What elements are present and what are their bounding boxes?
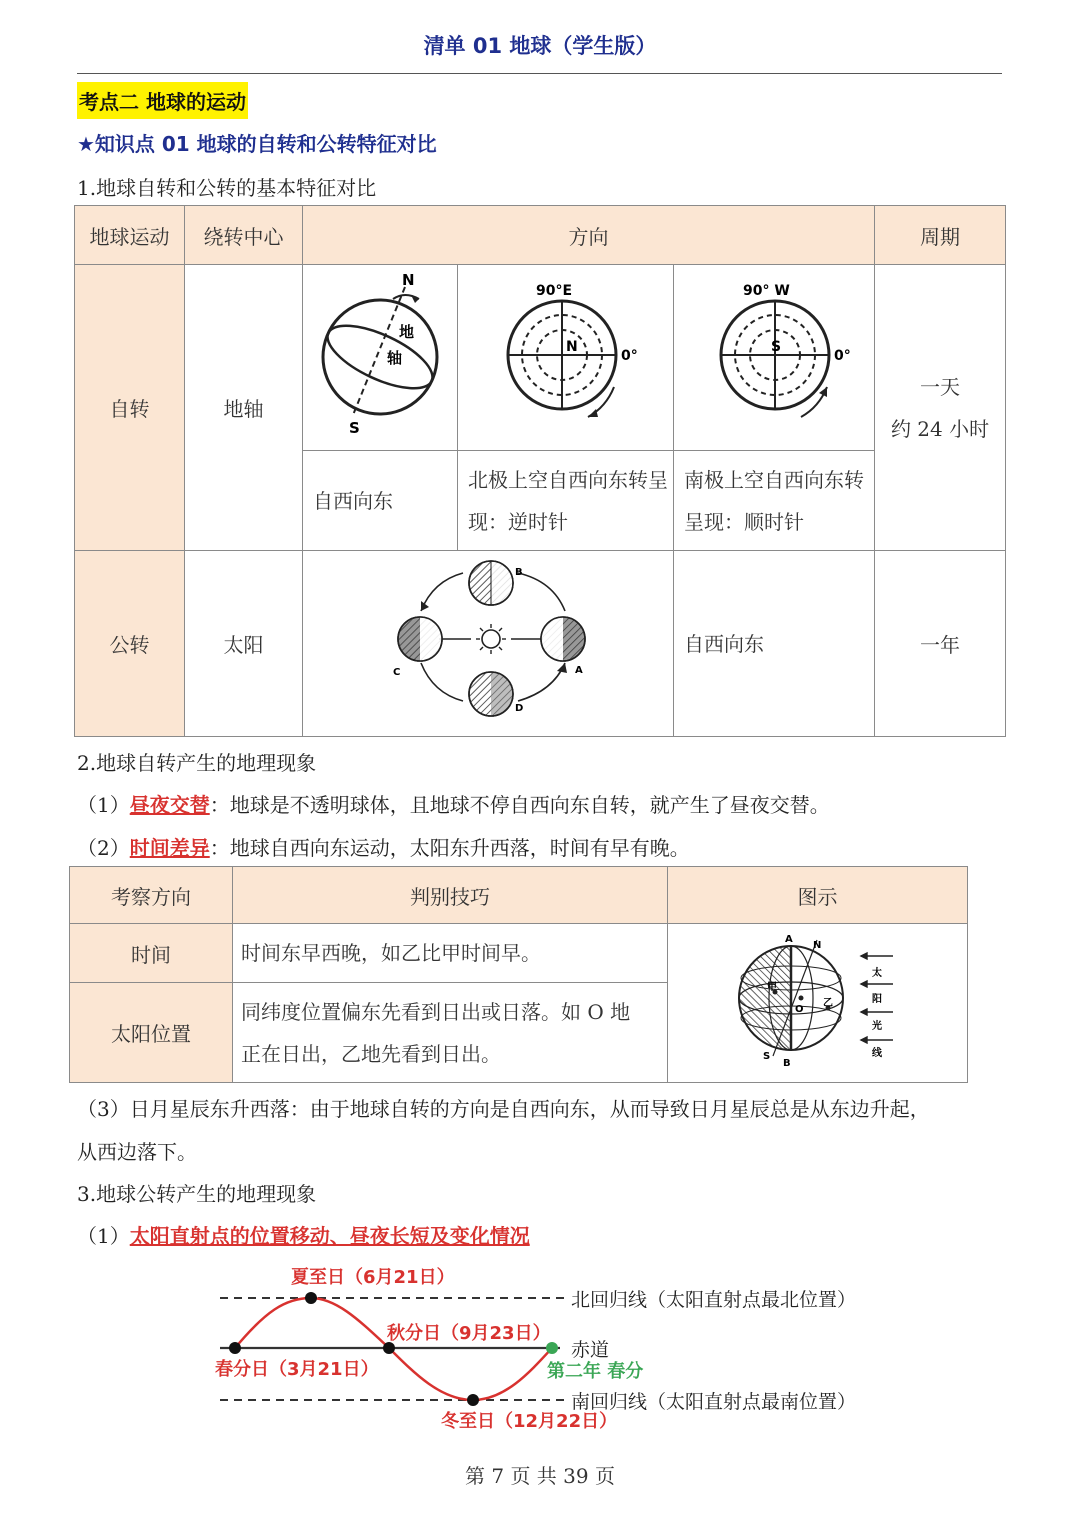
rotation-period-2: 约 24 小时 [890,416,990,441]
fig3-top-label: 90° W [743,283,790,299]
fig4-sun-label-3: 光 [871,1020,882,1032]
fig1-n-label: N [402,271,415,289]
fig3-right-label: 0° [834,348,851,364]
autumn-equinox-label: 秋分日（9月23日） [387,1323,551,1344]
orbit-d-label: D [515,703,524,714]
revolution-direction: 自西向东 [674,551,875,737]
fig4-n-label: N [812,939,821,951]
fig4-s-label: S [762,1050,770,1062]
fig4-sun-label-2: 阳 [871,993,882,1005]
p3-heading: 3.地球公转产生的地理现象 [77,1182,317,1206]
south-pole-figure-cell [674,265,875,451]
orbit-c-label: C [393,667,401,678]
tropic-north-label: 北回归线（太阳直射点最北位置） [571,1289,857,1311]
fig1-s-label: S [349,419,360,437]
p2-item-2 [77,832,690,861]
p3-item-1-num: （1） [77,1224,130,1248]
fig4-o-label: O [794,1003,804,1015]
p3-item-1 [77,1220,530,1249]
fig4-sun-label-1: 太 [871,967,882,979]
t2-row-sun-aspect: 太阳位置 [70,983,233,1083]
t2-row-time-aspect: 时间 [70,924,233,983]
tropic-south-label: 南回归线（太阳直射点最南位置） [571,1391,857,1413]
t1-header-center: 绕转中心 [185,206,303,265]
rotation-center: 地轴 [185,265,303,551]
fig4-b-label: B [782,1057,791,1069]
t2-row-sun-tip-1: 同纬度位置偏东先看到日出或日落。如 O 地 [241,999,631,1024]
p2-item-3-line-1: （3）日月星辰东升西落：由于地球自转的方向是自西向东，从而导致日月星辰总是从东边升起， [77,1097,930,1121]
header-rule [77,73,1002,74]
summer-solstice-point [305,1292,317,1304]
summer-solstice-label: 夏至日（6月21日） [291,1267,455,1288]
orbit-b-label: B [515,567,523,578]
north-pole-figure [466,265,666,445]
rotation-period-cell [875,265,1006,551]
day-night-figure [673,926,963,1076]
north-pole-figure-cell [458,265,674,451]
fig2-top-label: 90°E [535,283,572,299]
fig2-right-label: 0° [620,348,638,364]
orbit-figure [303,551,673,731]
spring-equinox-point [229,1342,241,1354]
p1-heading: 1.地球自转和公转的基本特征对比 [77,176,377,200]
p3-item-1-key: 太阳直射点的位置移动、昼夜长短及变化情况 [129,1224,530,1248]
spring-equinox-label: 春分日（3月21日） [215,1359,379,1380]
section-title: 考点二 地球的运动 [77,82,248,119]
orbit-a-label: A [575,665,583,676]
revolution-label: 公转 [75,551,185,737]
t2-row-sun-tip-2: 正在日出，乙地先看到日出。 [241,1041,501,1066]
fig4-sun-label-4: 线 [871,1047,882,1059]
t2-header-figure: 图示 [668,867,968,924]
p2-item-2-text: ：地球自西向东运动，太阳东升西落，时间有早有晚。 [209,836,690,860]
t2-row-sun-tip [233,983,668,1083]
rotation-direction-general: 自西向东 [303,451,458,551]
globe-axis-figure-cell [303,265,458,451]
p2-item-1-key: 昼夜交替 [129,793,210,817]
fig2-center-label: N [565,339,578,355]
fig3-center-label: S [771,339,782,355]
day-night-figure-cell [668,924,968,1083]
p2-item-1-text: ：地球是不透明球体，且地球不停自西向东自转，就产生了昼夜交替。 [209,793,830,817]
p2-item-2-num: （2） [77,836,130,860]
t2-header-tip: 判别技巧 [233,867,668,924]
p2-heading: 2.地球自转产生的地理现象 [77,751,317,775]
knowledge-point-title: ★知识点 01 地球的自转和公转特征对比 [77,132,437,156]
fig1-axis-label-2: 轴 [387,349,403,367]
globe-axis-figure [305,265,455,445]
p2-item-2-key: 时间差异 [129,836,210,860]
revolution-center: 太阳 [185,551,303,737]
fig1-axis-label-1: 地 [399,323,415,341]
next-spring-label: 第二年 春分 [547,1361,644,1382]
t1-header-motion: 地球运动 [75,206,185,265]
time-difference-table [69,866,968,1083]
fig4-a-label: A [784,933,793,945]
rotation-period-1: 一天 [920,374,961,399]
rotation-direction-south: 南极上空自西向东转呈现：顺时针 [674,451,875,551]
p2-item-3-line-2: 从西边落下。 [77,1140,197,1164]
revolution-period: 一年 [875,551,1006,737]
p2-item-1-num: （1） [77,793,130,817]
t2-row-time-tip: 时间东早西晚，如乙比甲时间早。 [233,924,668,983]
south-pole-figure [679,265,869,445]
p2-item-1 [77,789,830,818]
t1-header-period: 周期 [875,206,1006,265]
rotation-label: 自转 [75,265,185,551]
document-header-title: 清单 01 地球（学生版） [423,34,657,58]
subsolar-point-diagram [205,1262,865,1437]
rotation-direction-north: 北极上空自西向东转呈现：逆时针 [458,451,674,551]
winter-solstice-point [467,1394,479,1406]
t1-header-direction: 方向 [303,206,875,265]
t2-header-aspect: 考察方向 [70,867,233,924]
equator-label: 赤道 [571,1339,610,1361]
page-footer: 第 7 页 共 39 页 [465,1464,615,1488]
fig4-yi-label: 乙 [822,997,833,1009]
winter-solstice-label: 冬至日（12月22日） [441,1411,618,1432]
fig4-jia-label: 甲 [766,981,777,993]
orbit-figure-cell [303,551,674,737]
rotation-revolution-table [74,205,1006,737]
